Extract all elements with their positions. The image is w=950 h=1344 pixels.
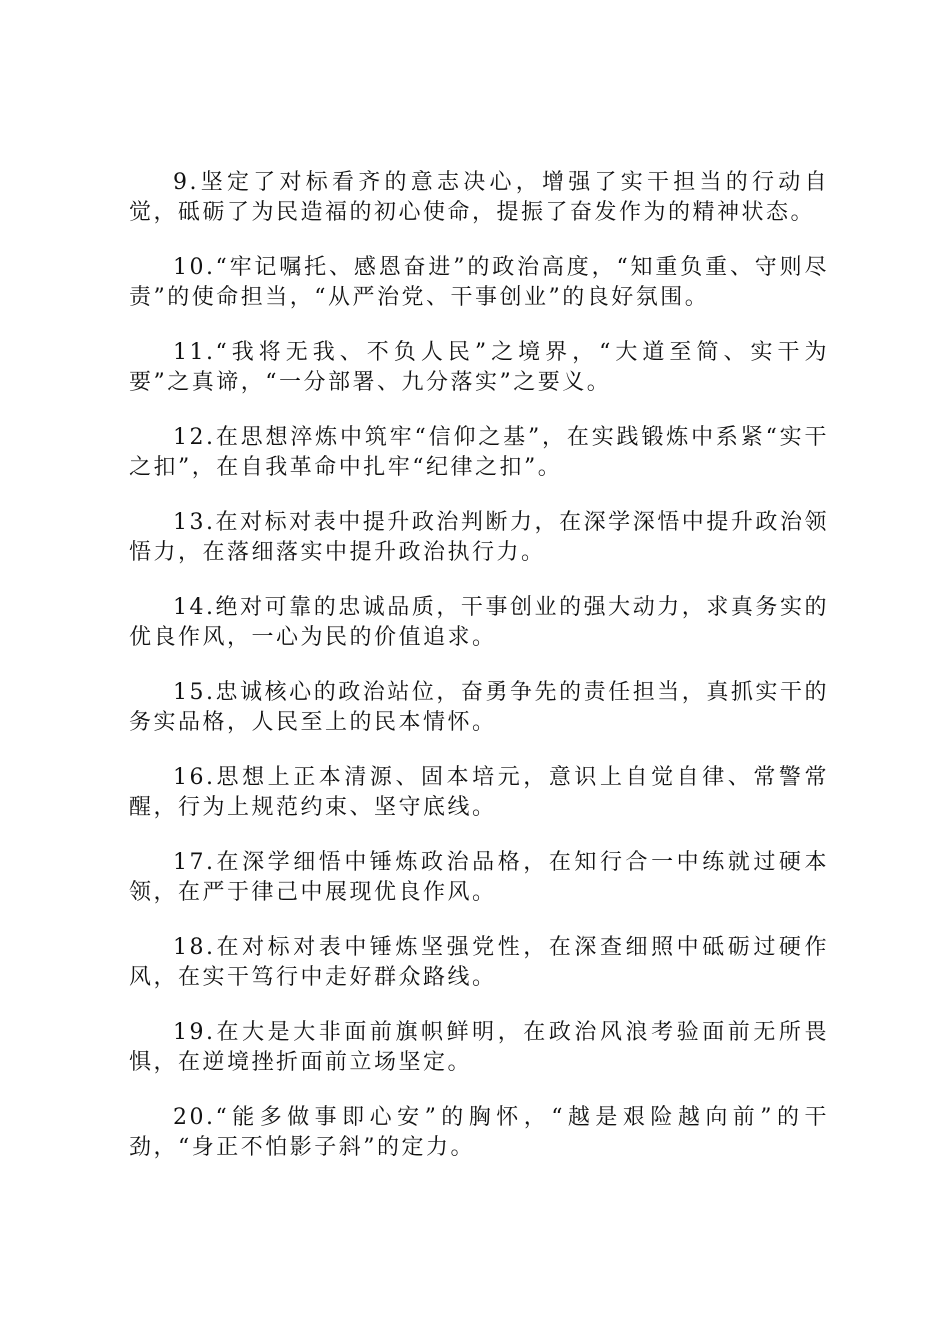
paragraph-15: 15.忠诚核心的政治站位，奋勇争先的责任担当，真抓实干的务实品格，人民至上的民本情怀。: [129, 680, 829, 735]
paragraph-9: 9.坚定了对标看齐的意志决心，增强了实干担当的行动自觉，砥砺了为民造福的初心使命，提振了奋发作为的精神状态。: [129, 170, 829, 225]
paragraph-20: 20.“能多做事即心安”的胸怀，“越是艰险越向前”的干劲，“身正不怕影子斜”的定力。: [129, 1105, 829, 1160]
paragraph-16: 16.思想上正本清源、固本培元，意识上自觉自律、常警常醒，行为上规范约束、坚守底线。: [129, 765, 829, 820]
paragraph-11: 11.“我将无我、不负人民”之境界，“大道至简、实干为要”之真谛，“一分部署、九分落实”之要义。: [129, 340, 829, 395]
paragraph-17: 17.在深学细悟中锤炼政治品格，在知行合一中练就过硬本领，在严于律己中展现优良作风。: [129, 850, 829, 905]
paragraph-19: 19.在大是大非面前旗帜鲜明，在政治风浪考验面前无所畏惧，在逆境挫折面前立场坚定。: [129, 1020, 829, 1075]
paragraph-10: 10.“牢记嘱托、感恩奋进”的政治高度，“知重负重、守则尽责”的使命担当，“从严治党、干事创业”的良好氛围。: [129, 255, 829, 310]
paragraph-14: 14.绝对可靠的忠诚品质，干事创业的强大动力，求真务实的优良作风，一心为民的价值追求。: [129, 595, 829, 650]
paragraph-13: 13.在对标对表中提升政治判断力，在深学深悟中提升政治领悟力，在落细落实中提升政治执行力。: [129, 510, 829, 565]
paragraph-12: 12.在思想淬炼中筑牢“信仰之基”，在实践锻炼中系紧“实干之扣”，在自我革命中扎牢“纪律之扣”。: [129, 425, 829, 480]
paragraph-18: 18.在对标对表中锤炼坚强党性，在深查细照中砥砺过硬作风，在实干笃行中走好群众路线。: [129, 935, 829, 990]
document-body: [129, 168, 829, 1188]
